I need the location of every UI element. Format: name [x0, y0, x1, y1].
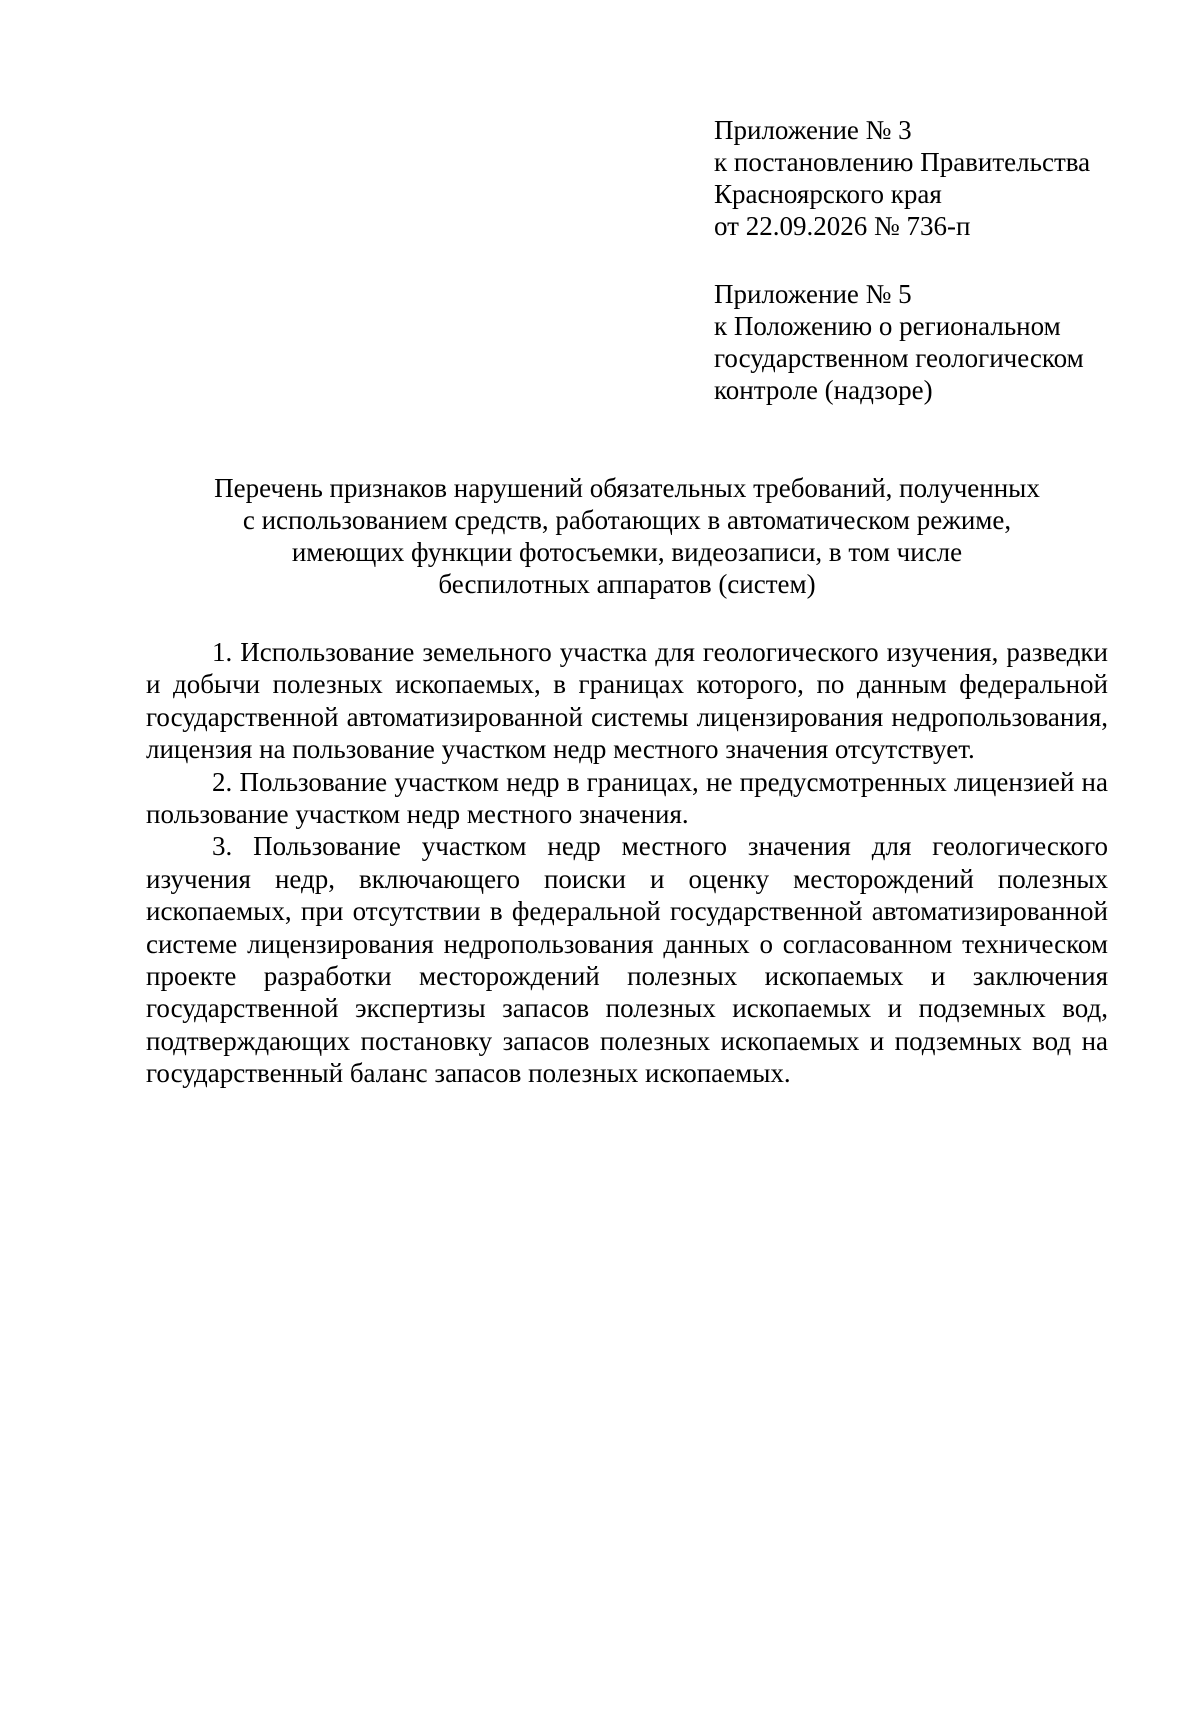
- attachment-5-title: Приложение № 5: [714, 279, 912, 309]
- attachment-5-reference-cont: государственном геологическом: [714, 343, 1084, 373]
- attachment-3-date-number: от 22.09.2026 № 736-п: [714, 211, 971, 241]
- document-title: [146, 472, 1108, 600]
- attachment-3-header: [714, 114, 1134, 242]
- document-title-line-4: беспилотных аппаратов (систем): [438, 569, 816, 599]
- attachment-3-title: Приложение № 3: [714, 115, 912, 145]
- attachment-3-region: Красноярского края: [714, 179, 942, 209]
- attachment-5-reference-end: контроле (надзоре): [714, 375, 933, 405]
- list-item-2: 2. Пользование участком недр в границах, не предусмотренных лицензией на пользование участком недр местного значения.: [146, 766, 1108, 830]
- document-title-line-3: имеющих функции фотосъемки, видеозаписи, в том числе: [291, 537, 963, 567]
- document-body: [146, 636, 1108, 1090]
- document-title-line-2: с использованием средств, работающих в автоматическом режиме,: [242, 505, 1012, 535]
- list-item-3: 3. Пользование участком недр местного значения для геологического изучения недр, включающего поиски и оценку месторождений полезных ископаемых, при отсутствии в федеральной государственной автоматизированной системе лицензирования недропользования данных о согласованном техническом проекте разработки месторождений полезных ископаемых и заключения государственной экспертизы запасов полезных ископаемых и подземных вод, подтверждающих постановку запасов полезных ископаемых и подземных вод на государственный баланс запасов полезных ископаемых.: [146, 831, 1108, 1089]
- attachment-5-reference: к Положению о региональном: [714, 311, 1061, 341]
- list-item-1: 1. Использование земельного участка для геологического изучения, разведки и добычи полезных ископаемых, в границах которого, по данным федеральной государственной автоматизированной системы лицензирования недропользования, лицензия на пользование участком недр местного значения отсутствует.: [146, 637, 1108, 765]
- document-title-line-1: Перечень признаков нарушений обязательных требований, полученных: [214, 473, 1040, 503]
- attachment-5-header: [714, 278, 1134, 406]
- attachment-3-reference: к постановлению Правительства: [714, 147, 1091, 177]
